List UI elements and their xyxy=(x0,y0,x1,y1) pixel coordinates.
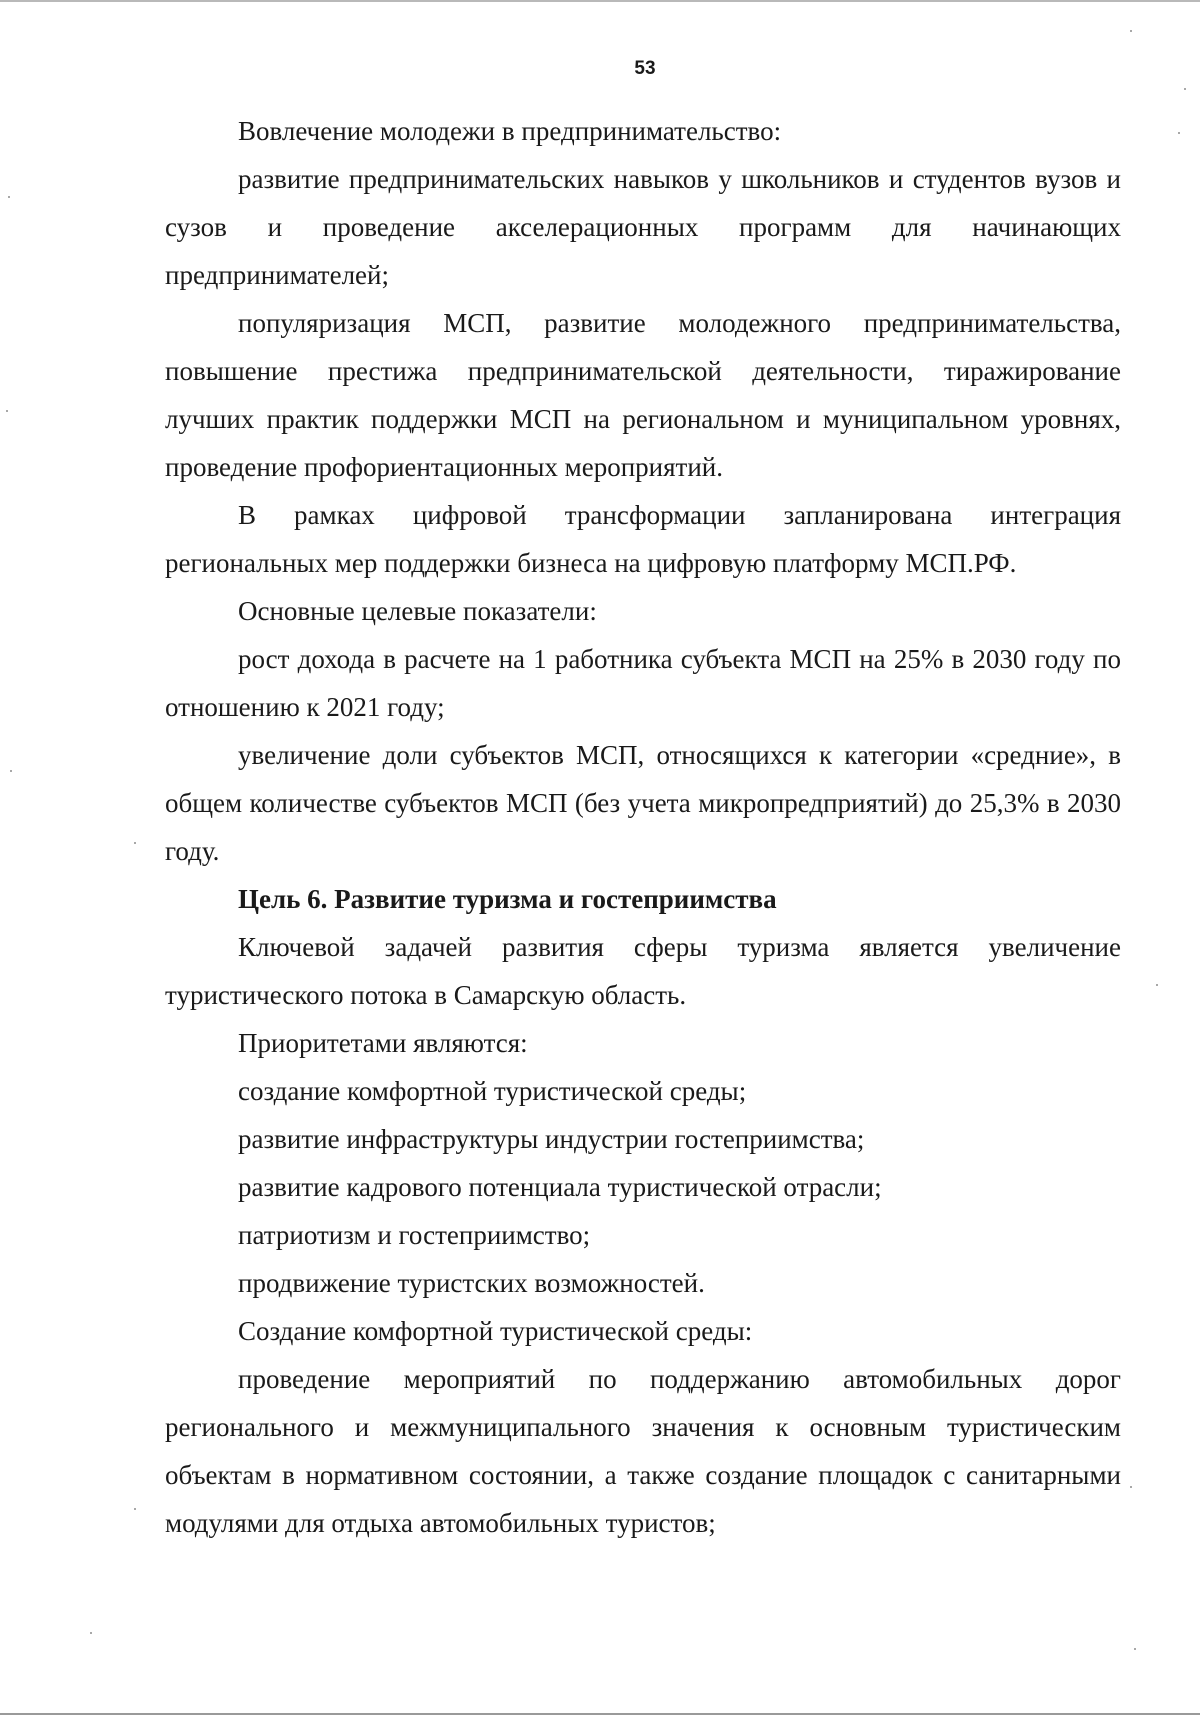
paragraph-roads: проведение мероприятий по поддержанию автомобильных дорог регионального и межмуниципального значения к основным туристическим объектам в нормативном состоянии, а также создание площадок с санитарными модулями для отдыха автомобильных туристов; xyxy=(165,1364,1121,1538)
paragraph-income-growth: рост дохода в расчете на 1 работника субъекта МСП на 25% в 2030 году по отношению к 2021 году; xyxy=(165,644,1121,722)
paragraph-environment-heading: Создание комфортной туристической среды: xyxy=(238,1316,753,1346)
page-number: 53 xyxy=(634,58,656,79)
paragraph-share-increase: увеличение доли субъектов МСП, относящихся к категории «средние», в общем количестве субъектов МСП (без учета микропредприятий) до 25,3% в 2030 году. xyxy=(165,740,1121,866)
paragraph-youth-heading: Вовлечение молодежи в предпринимательство: xyxy=(238,116,782,146)
top-scan-edge xyxy=(0,0,1200,2)
list-item-patriotism: патриотизм и гостеприимство; xyxy=(238,1220,591,1250)
paragraph-priorities-heading: Приоритетами являются: xyxy=(238,1028,528,1058)
paragraph-digital: В рамках цифровой трансформации запланирована интеграция региональных мер поддержки бизнеса на цифровую платформу МСП.РФ. xyxy=(165,500,1121,578)
section-heading-goal-6: Цель 6. Развитие туризма и гостеприимства xyxy=(238,884,777,914)
paragraph-indicators-heading: Основные целевые показатели: xyxy=(238,596,597,626)
paragraph-popularization: популяризация МСП, развитие молодежного предпринимательства, повышение престижа предпринимательской деятельности, тиражирование лучших практик поддержки МСП на региональном и муниципальном уровнях, проведение профориентационных мероприятий. xyxy=(165,308,1121,482)
list-item-promotion: продвижение туристских возможностей. xyxy=(238,1268,705,1298)
bottom-scan-edge xyxy=(0,1713,1200,1715)
list-item-infrastructure: развитие инфраструктуры индустрии гостеприимства; xyxy=(238,1124,865,1154)
paragraph-key-task: Ключевой задачей развития сферы туризма является увеличение туристического потока в Самарскую область. xyxy=(165,932,1121,1010)
body-text xyxy=(165,107,1121,1547)
paragraph-skills: развитие предпринимательских навыков у школьников и студентов вузов и сузов и проведение акселерационных программ для начинающих предпринимателей; xyxy=(165,164,1121,290)
list-item-personnel: развитие кадрового потенциала туристической отрасли; xyxy=(238,1172,882,1202)
list-item-comfortable-environment: создание комфортной туристической среды; xyxy=(238,1076,747,1106)
